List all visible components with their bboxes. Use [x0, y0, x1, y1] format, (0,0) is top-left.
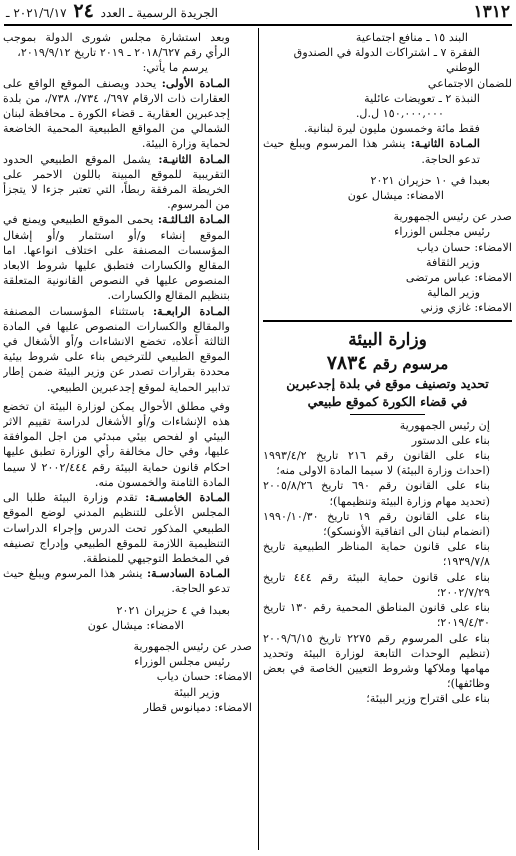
article-text: ينشر هذا المرسوم ويبلغ حيث تدعو الحاجة. — [263, 137, 480, 166]
budget-line: البند ١٥ ـ منافع اجتماعية — [355, 31, 468, 44]
signature: الامضاء: غازي وزني — [420, 301, 512, 315]
article-text: تقدم وزارة البيئة طلبا الى المجلس الأعلى للتنظيم المدني لوضع الموقع الطبيعي المذكور تحت الدرس وإجراء الدراسات التنظيمية اللازمة للموقع الطبيعي وإدراج تصنيفه في المخطط التوجيهي للمنطقة. — [3, 491, 230, 565]
signature: الامضاء: حسان دياب — [416, 240, 512, 254]
decree-heading — [263, 352, 512, 375]
article-text: يشمل الموقع الطبيعي الحدود التقريبية للموقع المبينة باللون الاحمر على الخريطة المرفقة ربطاً، التي تعتبر جزءا لا يتجزأ من المرسوم. — [3, 152, 230, 212]
article-text: باستثناء المؤسسات المصنفة والمقالع والكسارات المنصوص عليها في المادة الثالثة أعلاه، تخضع الانشاءات و/أو الأشغال في الموقع الطبيعي للترخيص بناء على شروط بيئية محددة بقرارات تصدر عن وزير البيئة ضمن إطار تدابير الحماية لموقع إجدعبرين الطبيعي. — [3, 304, 230, 394]
minister-title: وزير البيئة — [173, 685, 220, 699]
pm-title: رئيس مجلس الوزراء — [134, 655, 230, 669]
preamble-line: إن رئيس الجمهورية — [399, 418, 490, 432]
article-2 — [263, 136, 512, 166]
signature: الامضاء: دميانوس قطار — [143, 700, 252, 714]
issue-number: ٢٤ — [73, 0, 94, 22]
article-label: المـادة الخامسـة: — [145, 490, 230, 505]
preamble-line: بناء على الدستور — [411, 433, 490, 447]
issued-by: صدر عن رئيس الجمهورية — [393, 210, 512, 224]
journal-info — [6, 0, 218, 22]
subject-rule — [350, 414, 425, 415]
minister-title: وزير الثقافة — [426, 255, 480, 269]
right-column — [263, 30, 512, 854]
ministry-title: وزارة البيئة — [348, 329, 427, 350]
preamble-line: بناء على قانون المناطق المحمية رقم ١٣٠ تاريخ ٢٠١٩/٤/٣٠؛ — [263, 601, 490, 630]
budget-line: الفقرة ٧ ـ اشتراكات الدولة في الصندوق الوطني — [293, 46, 480, 75]
article-label: المـادة الرابعـة: — [152, 303, 231, 318]
decree-subject: تحديد وتصنيف موقع في بلدة إجدعبرين — [286, 375, 489, 391]
budget-line: النبذة ٢ ـ تعويضات عائلية — [364, 91, 480, 105]
preamble-line: بناء على قانون حماية البيئة رقم ٤٤٤ تاريخ ٢٠٠٢/٧/٢٩؛ — [263, 570, 490, 599]
preamble-line: بناء على قانون حماية المناظر الطبيعية تاريخ ١٩٣٩/٧/٨؛ — [263, 540, 490, 569]
journal-title: الجريدة الرسمية ـ العدد — [100, 6, 218, 20]
article-6 — [3, 566, 252, 596]
minister-title: وزير المالية — [427, 286, 480, 300]
article-2 — [3, 152, 252, 213]
signing-date: بعبدا في ١٠ حزيران ٢٠٢١ — [370, 173, 490, 187]
column-divider — [258, 28, 259, 850]
preamble-line: بناء على اقتراح وزير البيئة؛ — [366, 692, 490, 706]
budget-amount: ١٥٠,٠٠٠,٠٠٠ ل.ل. — [355, 107, 444, 121]
preamble-line: بناء على القانون رقم ٦٩٠ تاريخ ٢٠٠٥/٨/٢٦ (تحديد مهام وزارة البيئة وتنظيمها)؛ — [263, 479, 490, 508]
preamble-line: بناء على المرسوم رقم ٢٢٧٥ تاريخ ٢٠٠٩/٦/١٥ (تنظيم الوحدات التابعة لوزارة البيئة وتحديد مهامها وملاكها وشروط التعيين الخاصة في بعض وظائفها)؛ — [263, 631, 491, 691]
pm-title: رئيس مجلس الوزراء — [394, 225, 490, 239]
signature: الامضاء: ميشال عون — [347, 189, 444, 203]
page-header — [6, 0, 510, 22]
decree-number: ٧٨٣٤ — [326, 351, 368, 374]
article-label: المـادة السادسـة: — [147, 566, 231, 581]
article-4 — [3, 304, 252, 395]
article-3 — [3, 212, 252, 303]
page-number: ١٣١٢ — [473, 2, 510, 22]
article-text: ينشر هذا المرسوم ويبلغ حيث تدعو الحاجة. — [3, 567, 230, 596]
header-rule — [4, 24, 512, 26]
article-5 — [3, 490, 252, 566]
signature: الامضاء: ميشال عون — [87, 618, 184, 632]
article-text: يحدد ويصنف الموقع الواقع على العقارات ذات الارقام ٦٩٧/، ٧٣٤/، ٧٣٨/، من بلدة إجدعبرين العقارية ـ قضاء الكورة ـ محافظة لبنان الشمالي من المواقع الطبيعية المحمية الخاضعة لحماية وزارة البيئة. — [3, 76, 231, 151]
decree-label: مرسوم رقم — [372, 354, 449, 373]
article-label: المـادة الأولى: — [161, 75, 230, 90]
signing-date: بعبدا في ٤ حزيران ٢٠٢١ — [116, 603, 230, 617]
issue-date: ٢٠٢١/٦/١٧ ـ — [6, 6, 67, 20]
signature: الامضاء: عباس مرتضى — [405, 271, 512, 285]
article-1 — [3, 76, 252, 152]
left-column — [3, 30, 252, 854]
budget-line: للضمان الاجتماعي — [427, 76, 512, 90]
budget-line: فقط مائة وخمسون مليون ليرة لبنانية. — [303, 122, 480, 136]
section-rule — [263, 320, 512, 322]
consultation-line: وبعد استشارة مجلس شورى الدولة بموجب الرأي رقم ٢٠١٨/٦٢٧ ـ ٢٠١٩ تاريخ ٢٠١٩/٩/١٢، — [3, 31, 230, 60]
decrees-line: يرسم ما يأتي: — [142, 61, 208, 75]
preamble-line: بناء على القانون رقم ١٩ تاريخ ١٩٩٠/١٠/٣٠ (انضمام لبنان الى اتفاقية الأونسكو)؛ — [263, 509, 490, 539]
article-label: المـادة الثانيـة: — [158, 151, 231, 166]
article-label: المـادة الثانيـة: — [410, 136, 481, 151]
signature: الامضاء: حسان دياب — [156, 670, 252, 684]
article-text: يحمى الموقع الطبيعي ويمنع في الموقع إنشاء و/أو استثمار و/أو إشغال المؤسسات المصنفة على اختلاف انواعها. اما المقالع والكسارات فتطبق عليها شروط الابعاد المنصوص عليها في النصوص القانونية المتعلقة بتنظيم المقالع والكسارات. — [3, 213, 230, 303]
preamble-line: بناء على القانون رقم ٢١٦ تاريخ ١٩٩٣/٤/٢ (احداث وزارة البيئة) لا سيما المادة الاولى منه؛ — [263, 449, 491, 478]
article-4-continued: وفي مطلق الأحوال يمكن لوزارة البيئة ان تخضع هذه الإنشاءات و/أو الأشغال لدراسة تقييم الاثر البيئي او لفحص بيئي مبدئي من اجل الموافقة عليها، وفي حال مخالفة رأي الوزارة تطبق عليها احكام قانون حماية البيئة رقم ٢٠٠٢/٤٤٤ لا سيما المادة الثامنة والخمسون منه. — [3, 399, 230, 489]
decree-subject: في قضاء الكورة كموقع طبيعي — [307, 393, 468, 409]
article-label: المـادة الثـالثـة: — [157, 212, 230, 227]
issued-by: صدر عن رئيس الجمهورية — [133, 639, 252, 653]
